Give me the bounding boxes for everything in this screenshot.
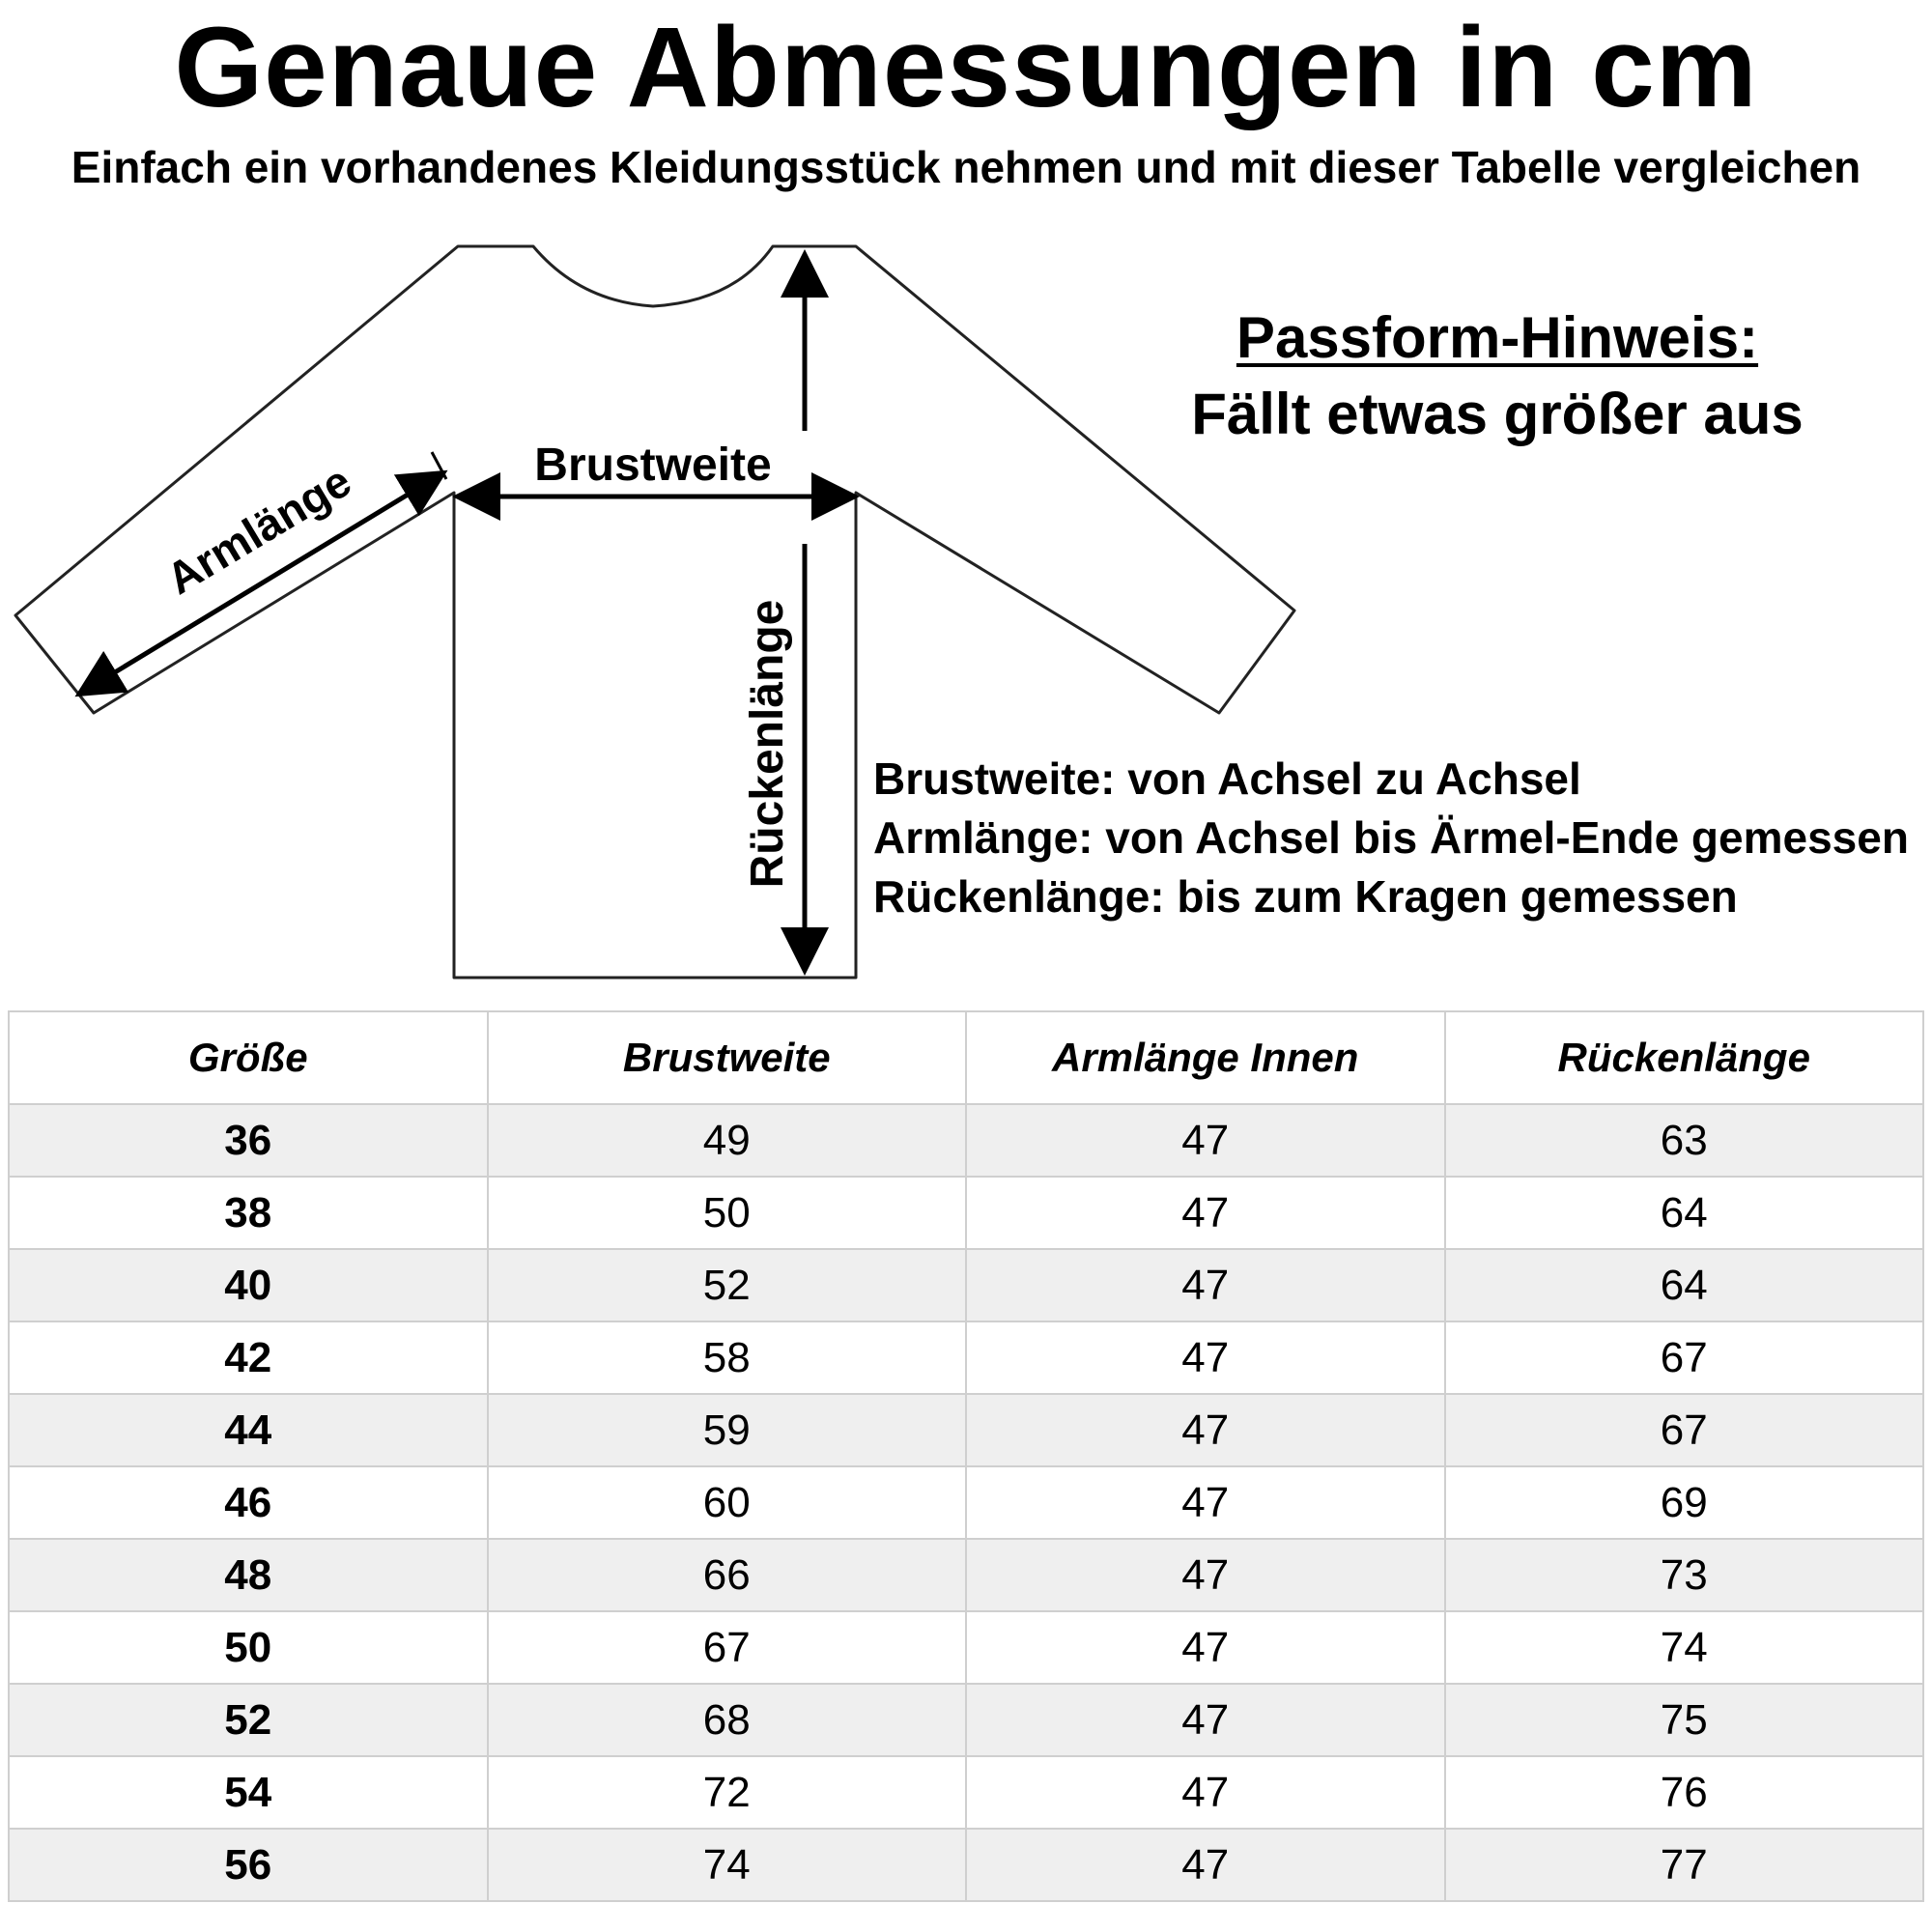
arm-cell: 47 (966, 1104, 1445, 1177)
arm-cell: 47 (966, 1321, 1445, 1394)
fit-note-heading: Passform-Hinweis: (1236, 305, 1759, 370)
arm-cell: 47 (966, 1177, 1445, 1249)
table-row (9, 1249, 1923, 1321)
size-cell: 48 (9, 1539, 488, 1611)
chest-width-label: Brustweite (534, 440, 772, 491)
size-table (8, 1010, 1924, 1902)
arm-cell: 47 (966, 1539, 1445, 1611)
legend-back: Rückenlänge: bis zum Kragen gemessen (873, 871, 1738, 922)
back-cell: 76 (1445, 1756, 1924, 1829)
back-cell: 64 (1445, 1177, 1924, 1249)
fit-note-text: Fällt etwas größer aus (1191, 382, 1804, 446)
size-cell: 54 (9, 1756, 488, 1829)
back-cell: 67 (1445, 1321, 1924, 1394)
back-cell: 69 (1445, 1466, 1924, 1539)
chest-cell: 50 (488, 1177, 967, 1249)
table-row (9, 1466, 1923, 1539)
legend-chest: Brustweite: von Achsel zu Achsel (873, 753, 1581, 804)
arm-cell: 47 (966, 1611, 1445, 1684)
arm-cell: 47 (966, 1829, 1445, 1901)
table-row (9, 1611, 1923, 1684)
size-cell: 38 (9, 1177, 488, 1249)
table-header-row (9, 1011, 1923, 1104)
chest-cell: 67 (488, 1611, 967, 1684)
back-cell: 67 (1445, 1394, 1924, 1466)
table-row (9, 1394, 1923, 1466)
arm-cell: 47 (966, 1249, 1445, 1321)
column-header-back: Rückenlänge (1445, 1011, 1924, 1104)
size-cell: 44 (9, 1394, 488, 1466)
chest-cell: 59 (488, 1394, 967, 1466)
table-row (9, 1756, 1923, 1829)
chest-cell: 74 (488, 1829, 967, 1901)
chest-cell: 60 (488, 1466, 967, 1539)
back-cell: 77 (1445, 1829, 1924, 1901)
column-header-size: Größe (9, 1011, 488, 1104)
arm-cell: 47 (966, 1466, 1445, 1539)
arm-cell: 47 (966, 1684, 1445, 1756)
back-cell: 74 (1445, 1611, 1924, 1684)
size-cell: 40 (9, 1249, 488, 1321)
back-length-label: Rückenlänge (742, 599, 793, 889)
table-row (9, 1684, 1923, 1756)
size-cell: 50 (9, 1611, 488, 1684)
page-subtitle: Einfach ein vorhandenes Kleidungsstück nehmen und mit dieser Tabelle vergleichen (71, 142, 1861, 192)
back-cell: 64 (1445, 1249, 1924, 1321)
chest-cell: 66 (488, 1539, 967, 1611)
size-cell: 56 (9, 1829, 488, 1901)
chest-cell: 68 (488, 1684, 967, 1756)
arm-cell: 47 (966, 1756, 1445, 1829)
size-cell: 36 (9, 1104, 488, 1177)
size-cell: 42 (9, 1321, 488, 1394)
back-cell: 73 (1445, 1539, 1924, 1611)
column-header-chest: Brustweite (488, 1011, 967, 1104)
measurement-legend (873, 750, 1932, 926)
arm-cell: 47 (966, 1394, 1445, 1466)
size-cell: 52 (9, 1684, 488, 1756)
chest-cell: 49 (488, 1104, 967, 1177)
back-cell: 63 (1445, 1104, 1924, 1177)
page-title: Genaue Abmessungen in cm (174, 4, 1758, 131)
chest-cell: 52 (488, 1249, 967, 1321)
legend-arm: Armlänge: von Achsel bis Ärmel-Ende gemessen (873, 812, 1909, 863)
chest-cell: 72 (488, 1756, 967, 1829)
table-row (9, 1539, 1923, 1611)
arm-length-label: Armlänge (157, 455, 360, 605)
table-row (9, 1104, 1923, 1177)
table-row (9, 1321, 1923, 1394)
back-cell: 75 (1445, 1684, 1924, 1756)
column-header-arm: Armlänge Innen (966, 1011, 1445, 1104)
chest-cell: 58 (488, 1321, 967, 1394)
size-cell: 46 (9, 1466, 488, 1539)
fit-note (1150, 301, 1845, 454)
table-row (9, 1829, 1923, 1901)
table-row (9, 1177, 1923, 1249)
